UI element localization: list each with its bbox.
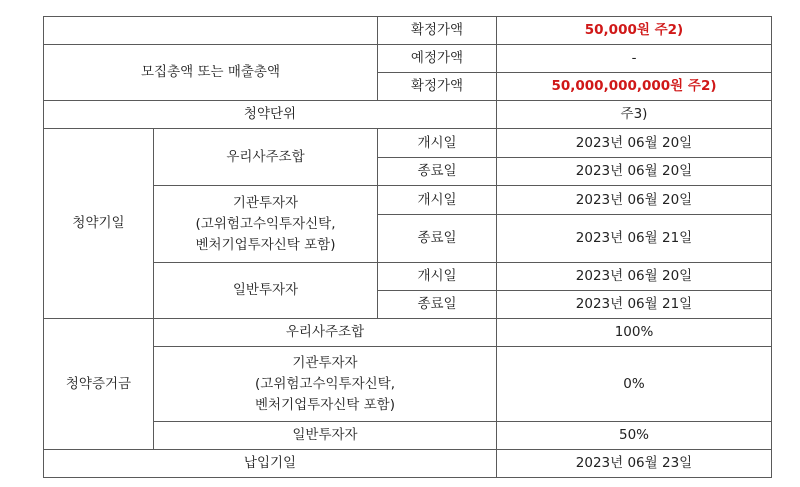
deposit-institutional-value: 0% xyxy=(497,347,772,422)
expected-price-value: - xyxy=(497,45,772,73)
period-retail-start-value: 2023년 06월 20일 xyxy=(497,263,772,291)
period-retail-label: 일반투자자 xyxy=(154,263,378,319)
period-institutional-end-value: 2023년 06월 21일 xyxy=(497,215,772,263)
final-total-label: 확정가액 xyxy=(378,73,497,101)
period-institutional-start-row xyxy=(44,186,772,215)
final-price-label: 확정가액 xyxy=(378,17,497,45)
period-esop-label: 우리사주조합 xyxy=(154,129,378,186)
period-esop-start-label: 개시일 xyxy=(378,129,497,158)
period-esop-start-value: 2023년 06월 20일 xyxy=(497,129,772,158)
payment-date-label: 납입기일 xyxy=(44,450,497,478)
blank-cell xyxy=(44,17,378,45)
period-esop-start-row xyxy=(44,129,772,158)
period-retail-end-value: 2023년 06월 21일 xyxy=(497,291,772,319)
subscription-unit-value: 주3) xyxy=(497,101,772,129)
period-institutional-end-label: 종료일 xyxy=(378,215,497,263)
final-price-value: 50,000원 주2) xyxy=(497,17,772,45)
deposit-institutional-label: 기관투자자 (고위험고수익투자신탁, 벤처기업투자신탁 포함) xyxy=(154,347,497,422)
payment-row xyxy=(44,450,772,478)
deposit-retail-value: 50% xyxy=(497,422,772,450)
payment-date-value: 2023년 06월 23일 xyxy=(497,450,772,478)
deposit-esop-value: 100% xyxy=(497,319,772,347)
expected-price-row xyxy=(44,45,772,73)
period-esop-end-label: 종료일 xyxy=(378,158,497,186)
final-price-row xyxy=(44,17,772,45)
deposit-retail-label: 일반투자자 xyxy=(154,422,497,450)
subscription-unit-label: 청약단위 xyxy=(44,101,497,129)
deposit-retail-row xyxy=(44,422,772,450)
deposit-esop-row xyxy=(44,319,772,347)
period-retail-end-label: 종료일 xyxy=(378,291,497,319)
subscription-period-label: 청약기일 xyxy=(44,129,154,319)
deposit-institutional-row xyxy=(44,347,772,422)
deposit-esop-label: 우리사주조합 xyxy=(154,319,497,347)
period-institutional-start-label: 개시일 xyxy=(378,186,497,215)
expected-price-label: 예정가액 xyxy=(378,45,497,73)
period-institutional-start-value: 2023년 06월 20일 xyxy=(497,186,772,215)
period-retail-start-label: 개시일 xyxy=(378,263,497,291)
offering-total-label: 모집총액 또는 매출총액 xyxy=(44,45,378,101)
period-retail-start-row xyxy=(44,263,772,291)
period-institutional-label: 기관투자자 (고위험고수익투자신탁, 벤처기업투자신탁 포함) xyxy=(154,186,378,263)
final-total-value: 50,000,000,000원 주2) xyxy=(497,73,772,101)
period-esop-end-value: 2023년 06월 20일 xyxy=(497,158,772,186)
unit-row xyxy=(44,101,772,129)
deposit-label: 청약증거금 xyxy=(44,319,154,450)
offering-terms-table xyxy=(43,16,772,478)
